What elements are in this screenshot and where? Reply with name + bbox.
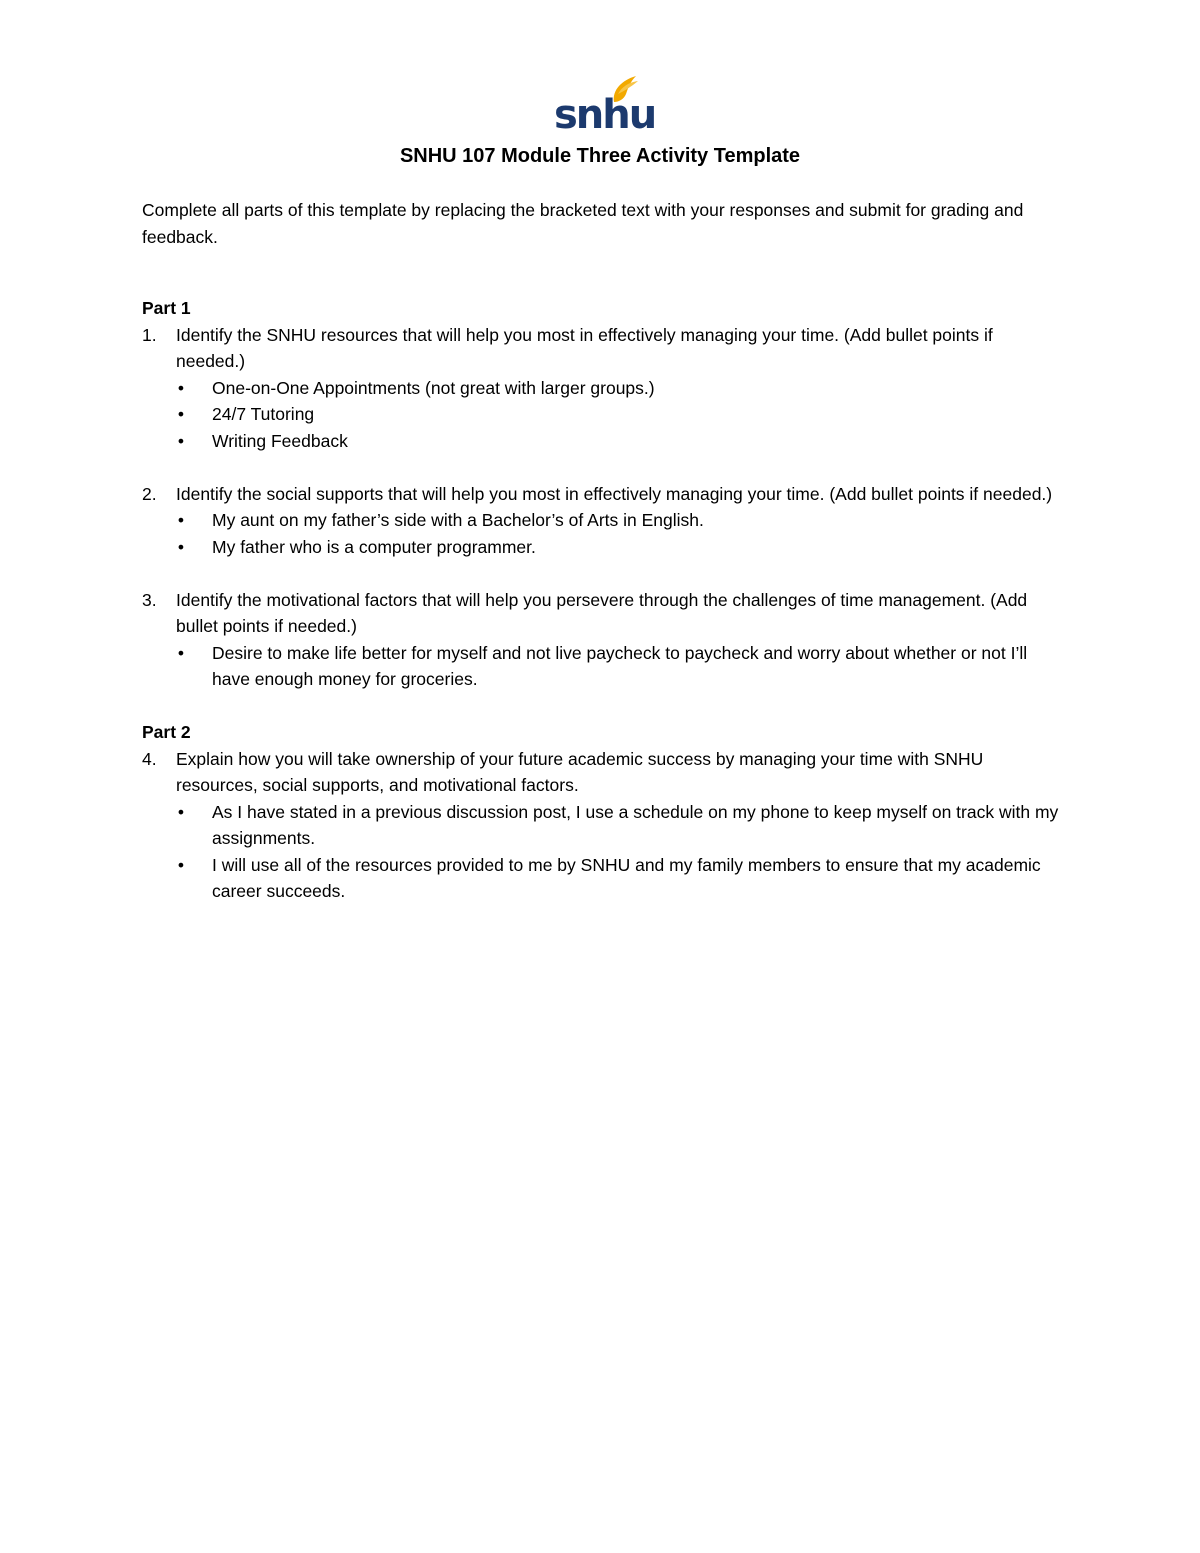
question-2: [142, 481, 1062, 561]
answer-text: One-on-One Appointments (not great with larger groups.): [212, 377, 655, 398]
answer-item: [176, 428, 1062, 455]
part-2-section: [142, 719, 1062, 905]
question-3: [142, 587, 1062, 693]
part-2-heading: Part 2: [142, 722, 191, 742]
bullet-icon: •: [177, 642, 185, 663]
question-4: [142, 746, 1062, 905]
answer-item: [176, 534, 1062, 561]
question-number: 3.: [142, 589, 157, 610]
answer-text: As I have stated in a previous discussion post, I use a schedule on my phone to keep myself on track with my assignments.: [212, 801, 1059, 848]
intro-text: Complete all parts of this template by replacing the bracketed text with your responses and submit for grading and feedback.: [142, 200, 1024, 247]
document-body: [142, 197, 1062, 905]
answer-list: [176, 507, 1062, 560]
answer-item: [176, 640, 1062, 693]
part-1-questions: [142, 322, 1062, 693]
answer-text: Desire to make life better for myself and not live paycheck to paycheck and worry about whether or not I’ll have enough money for groceries.: [212, 642, 1028, 689]
bullet-icon: •: [177, 801, 185, 822]
question-prompt: Identify the motivational factors that will help you persevere through the challenges of time management. (Add bullet points if needed.): [176, 589, 1028, 636]
question-1: [142, 322, 1062, 455]
snhu-logo: [552, 72, 656, 138]
answer-list: [176, 799, 1062, 905]
part-1-heading: Part 1: [142, 298, 191, 318]
question-number: 2.: [142, 483, 157, 504]
question-prompt: Explain how you will take ownership of your future academic success by managing your time with SNHU resources, social supports, and motivational factors.: [176, 748, 984, 795]
bullet-icon: •: [177, 377, 185, 398]
svg-text:snhu: snhu: [554, 92, 656, 138]
document-title: SNHU 107 Module Three Activity Template: [399, 145, 801, 167]
bullet-icon: •: [177, 536, 185, 557]
question-number: 4.: [142, 748, 157, 769]
question-prompt: Identify the social supports that will help you most in effectively managing your time. (Add bullet points if needed.): [176, 483, 1053, 504]
answer-text: 24/7 Tutoring: [212, 404, 315, 424]
answer-item: [176, 852, 1062, 905]
answer-item: [176, 507, 1062, 534]
bullet-icon: •: [177, 854, 185, 875]
bullet-icon: •: [177, 430, 185, 451]
snhu-logo-graphic: [552, 72, 656, 138]
answer-list: [176, 375, 1062, 455]
answer-text: Writing Feedback: [212, 430, 348, 451]
part-2-questions: [142, 746, 1062, 905]
answer-text: I will use all of the resources provided to me by SNHU and my family members to ensure that my academic career succeeds.: [212, 854, 1041, 901]
part-1-section: [142, 295, 1062, 693]
answer-item: [176, 401, 1062, 428]
question-number: 1.: [142, 324, 157, 345]
question-prompt: Identify the SNHU resources that will help you most in effectively managing your time. (Add bullet points if needed.): [176, 324, 993, 371]
answer-list: [176, 640, 1062, 693]
answer-item: [176, 375, 1062, 402]
answer-text: My father who is a computer programmer.: [212, 536, 536, 557]
answer-item: [176, 799, 1062, 852]
bullet-icon: •: [177, 404, 185, 424]
bullet-icon: •: [177, 510, 185, 530]
answer-text: My aunt on my father’s side with a Bachelor’s of Arts in English.: [212, 510, 704, 530]
